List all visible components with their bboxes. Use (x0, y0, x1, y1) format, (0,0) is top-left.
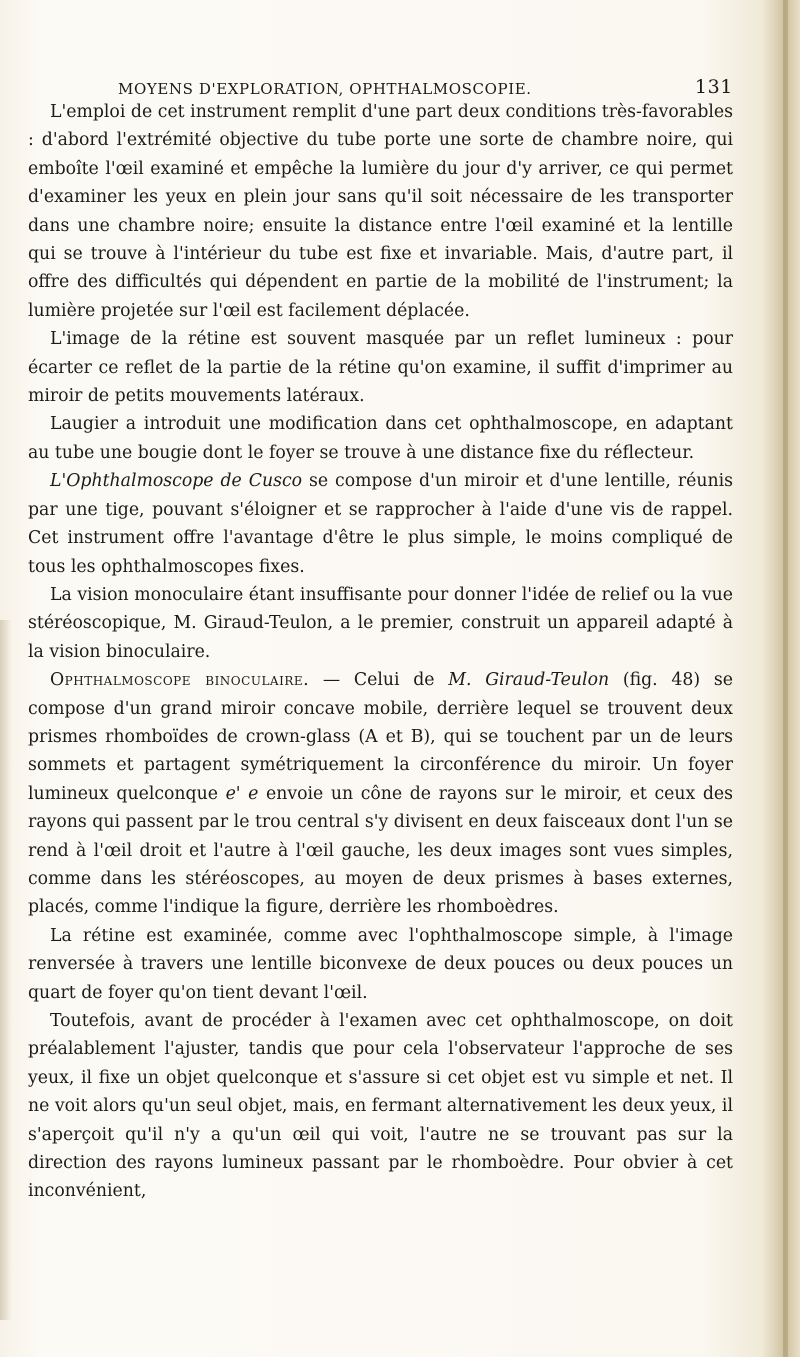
section-heading: Ophthalmoscope binoculaire. (50, 670, 310, 691)
page-gutter-shadow (0, 620, 12, 1320)
page-number: 131 (694, 76, 733, 98)
paragraph-6 (28, 666, 733, 922)
paragraph-6-text-a: — Celui de (309, 670, 449, 691)
author-name: M. Giraud-Teulon (448, 670, 610, 691)
paragraph-4 (28, 467, 733, 581)
paragraph-4-text: se compose d'un miroir et d'une lentille, réunis par une tige, pouvant s'éloigner et se rapprocher à l'aide d'une vis de rappel. Cet instrument offre l'avantage d'être le plus simple, le moins compliqué de tous les ophthalmoscopes fixes. (28, 471, 733, 577)
paragraph-6-text-c: envoie un cône de rayons sur le miroir, et ceux des rayons qui passent par le trou central s'y divisent en deux faisceaux dont l'un se rend à l'œil droit et l'autre à l'œil gauche, les deux images sont vues simples, comme dans les stéréoscopes, au moyen de deux prismes à bases externes, placés, comme l'indique la figure, derrière les rhomboèdres. (28, 783, 734, 918)
paragraph-6-text-b: (fig. 48) se compose d'un grand miroir concave mobile, derrière lequel se trouvent deux prismes rhomboïdes de crown-glass (A et B), qui se touchent par un de leurs sommets et partagent symétriquement la circonférence du miroir. Un foyer lumineux quelconque (28, 670, 733, 804)
paragraph-2: L'image de la rétine est souvent masquée par un reflet lumineux : pour écarter ce reflet de la partie de la rétine qu'on examine, il suffit d'imprimer au miroir de petits mouvements latéraux. (28, 329, 733, 407)
running-title: MOYENS D'EXPLORATION, OPHTHALMOSCOPIE. (118, 80, 532, 98)
paragraph-5: La vision monoculaire étant insuffisante pour donner l'idée de relief ou la vue stéréoscopique, M. Giraud-Teulon, a le premier, construit un appareil adapté à la vision binoculaire. (28, 584, 733, 662)
paragraph-4-lead: L'Ophthalmoscope de Cusco (50, 471, 303, 492)
focus-label: e' e (225, 783, 259, 804)
page-edge (762, 0, 800, 1357)
paragraph-7: La rétine est examinée, comme avec l'ophthalmoscope simple, à l'image renversée à travers une lentille biconvexe de deux pouces ou deux pouces un quart de foyer qu'on tient devant l'œil. (28, 925, 733, 1003)
page-edge-strip (783, 0, 788, 1357)
paragraph-1: L'emploi de cet instrument remplit d'une part deux conditions très-favorables : d'abord l'extrémité objective du tube porte une sorte de chambre noire, qui emboîte l'œil examiné et empêche la lumière du jour d'y arriver, ce qui permet d'examiner les yeux en plein jour sans qu'il soit nécessaire de les transporter dans une chambre noire; ensuite la distance entre l'œil examiné et la lentille qui se trouve à l'intérieur du tube est fixe et invariable. Mais, d'autre part, il offre des difficultés qui dépendent en partie de la mobilité de l'instrument; la lumière projetée sur l'œil est facilement déplacée. (28, 102, 733, 321)
body-text (28, 98, 733, 1206)
paragraph-8: Toutefois, avant de procéder à l'examen avec cet ophthalmoscope, on doit préalablement l'ajuster, tandis que pour cela l'observateur l'approche de ses yeux, il fixe un objet quelconque et s'assure si cet objet est vu simple et net. Il ne voit alors qu'un seul objet, mais, en fermant alternativement les deux yeux, il s'aperçoit qu'il n'y a qu'un œil qui voit, l'autre ne se trouvant pas sur la direction des rayons lumineux passant par le rhomboèdre. Pour obvier à cet inconvénient, (28, 1011, 733, 1202)
paragraph-3: Laugier a introduit une modification dans cet ophthalmoscope, en adaptant au tube une bougie dont le foyer se trouve à une distance fixe du réflecteur. (28, 414, 733, 463)
